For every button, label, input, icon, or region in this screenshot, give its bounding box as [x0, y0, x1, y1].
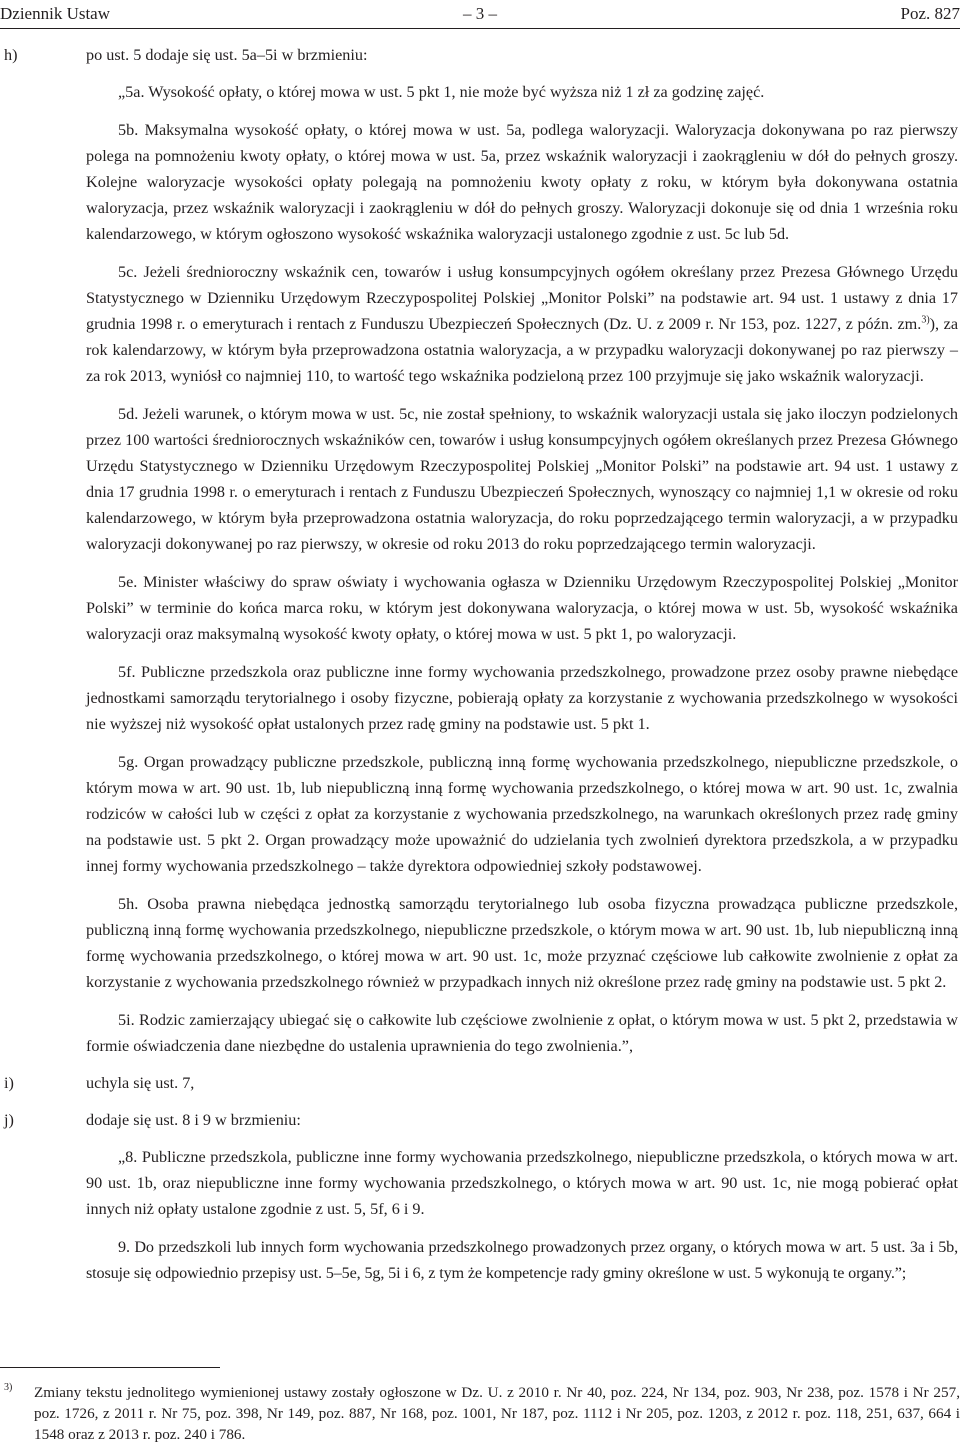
- list-item-h: [0, 42, 960, 68]
- item-marker: h): [4, 46, 18, 64]
- paragraph-9: 9. Do przedszkoli lub innych form wychowania przedszkolnego prowadzonych przez organy, o których mowa w art. 5 ust. 3a i 5b, stosuje się odpowiednio przepisy ust. 5–5e, 5g, 5i i 6, z tym że kompetencje rady gminy określone w ust. 5 wykonują te organy.”;: [86, 1238, 958, 1282]
- header-divider: [0, 28, 960, 29]
- paragraph-5b: 5b. Maksymalna wysokość opłaty, o której mowa w ust. 5a, podlega waloryzacji. Waloryzacja dokonywana po raz pierwszy polega na pomnożeniu kwoty opłaty, o której mowa w ust. 5a, przez wskaźnik waloryzacji i zaokrągleniu w dół do pełnych groszy. Kolejne waloryzacje wysokości opłaty polegają na pomnożeniu kwoty opłaty z roku, w którym była dokonywana ostatnia waloryzacja, przez wskaźnik waloryzacji i zaokrągleniu w dół do pełnych groszy. Waloryzacji dokonuje się od dnia 1 września roku kalendarzowego, w którym ogłoszono wysokość wskaźnika waloryzacji ustalonego zgodnie z ust. 5c lub 5d.: [86, 121, 958, 243]
- paragraph-5c: [86, 259, 958, 389]
- paragraph-5g: 5g. Organ prowadzący publiczne przedszkole, publiczną inną formę wychowania przedszkolnego, niepubliczne przedszkole, o którym mowa w art. 90 ust. 1b, lub niepubliczną inną formę wychowania przedszkolnego, o której mowa w art. 90 ust. 1c, zwalnia rodziców w całości lub w części z opłat za korzystanie z wychowania przedszkolnego, na warunkach określonych przez radę gminy na podstawie ust. 5 pkt 2. Organ prowadzący może upoważnić do udzielania tych zwolnień dyrektora przedszkola, a w przypadku innej formy wychowania przedszkolnego – także dyrektora odpowiedniej szkoły podstawowej.: [86, 753, 958, 875]
- paragraph-5h: 5h. Osoba prawna niebędąca jednostką samorządu terytorialnego lub osoba fizyczna prowadząca publiczne przedszkole, publiczną inną formę wychowania przedszkolnego, niepubliczne przedszkole, o którym mowa w art. 90 ust. 1b, lub niepubliczną inną formę wychowania przedszkolnego, o której mowa w art. 90 ust. 1c, może przyznać częściowe lub całkowite zwolnienie z opłat za korzystanie z wychowania przedszkolnego również w przypadkach innych niż określone przez radę gminy na podstawie ust. 5 pkt 2.: [86, 895, 958, 991]
- paragraph-8: „8. Publiczne przedszkola, publiczne inne formy wychowania przedszkolnego, niepubliczne przedszkola, o których mowa w art. 90 ust. 1b, oraz niepubliczne inne formy wychowania przedszkolnego, o których mowa w art. 90 ust. 1c, nie mogą pobierać opłat innych niż opłaty ustalone zgodnie z ust. 5, 5f, 6 i 9.: [86, 1148, 958, 1218]
- document-body: [0, 42, 960, 1286]
- footnote: [0, 1382, 960, 1445]
- paragraph-5e: 5e. Minister właściwy do spraw oświaty i wychowania ogłasza w Dzienniku Urzędowym Rzeczypospolitej Polskiej „Monitor Polski” w terminie do końca marca roku, w którym jest dokonywana waloryzacja, o której mowa w ust. 5b, wysokość wskaźnika waloryzacji oraz maksymalną wysokość kwoty opłaty, o której mowa w ust. 5 pkt 1, po waloryzacji.: [86, 573, 958, 643]
- footnote-reference: 3): [921, 314, 930, 326]
- paragraph-5a: „5a. Wysokość opłaty, o której mowa w ust. 5 pkt 1, nie może być wyższa niż 1 zł za godzinę zajęć.: [118, 83, 765, 101]
- item-text: uchyla się ust. 7,: [86, 1074, 195, 1092]
- paragraph-5i: 5i. Rodzic zamierzający ubiegać się o całkowite lub częściowe zwolnienie z opłat, o którym mowa w ust. 5 pkt 2, przedstawia w formie oświadczenia dane niezbędne do ustalenia uprawnienia do tego zwolnienia.”,: [86, 1011, 958, 1055]
- footnote-text: Zmiany tekstu jednolitego wymienionej ustawy zostały ogłoszone w Dz. U. z 2010 r. Nr 40, poz. 224, Nr 134, poz. 903, Nr 238, poz. 1578 i Nr 257, poz. 1726, z 2011 r. Nr 75, poz. 398, Nr 149, poz. 887, Nr 168, poz. 1001, Nr 187, poz. 1112 i Nr 205, poz. 1203, z 2012 r. poz. 118, 251, 637, 664 i 1548 oraz z 2013 r. poz. 240 i 786.: [34, 1384, 960, 1443]
- paragraph-5d: 5d. Jeżeli warunek, o którym mowa w ust. 5c, nie został spełniony, to wskaźnik waloryzacji ustala się jako iloczyn podzielonych przez 100 wartości średniorocznych wskaźników cen, towarów i usług konsumpcyjnych ogółem określanych przez Prezesa Głównego Urzędu Statystycznego w Dzienniku Urzędowym Rzeczypospolitej Polskiej „Monitor Polski” na podstawie art. 94 ust. 1 ustawy z dnia 17 grudnia 1998 r. o emeryturach i rentach z Funduszu Ubezpieczeń Społecznych, wynoszący co najmniej 1,1 w okresie od roku kalendarzowego, w którym była przeprowadzona ostatnia waloryzacja, do roku poprzedzającego termin waloryzacji, a w przypadku waloryzacji dokonywanej po raz pierwszy, w okresie od roku 2013 do roku poprzedzającego termin waloryzacji.: [86, 405, 958, 553]
- journal-title: Dziennik Ustaw: [0, 4, 111, 23]
- quoted-provisions-8-9: [0, 1144, 960, 1286]
- paragraph-5c-part2: ), za rok kalendarzowy, w którym była przeprowadzona ostatnia waloryzacja, a w przypadku waloryzacji dokonywanej po raz pierwszy – za rok 2013, wyniósł co najmniej 110, to wartość tego wskaźnika podzieloną przez 100 przyjmuje się jako wskaźnik waloryzacji.: [86, 315, 959, 385]
- item-marker: i): [4, 1074, 14, 1092]
- quoted-provisions-5a-5i: [0, 79, 960, 1059]
- list-item-j: [0, 1107, 960, 1133]
- page-number: – 3 –: [463, 4, 497, 23]
- footnote-marker: 3): [4, 1382, 13, 1393]
- list-item-i: [0, 1070, 960, 1096]
- footnote-divider: [0, 1367, 220, 1368]
- item-text: po ust. 5 dodaje się ust. 5a–5i w brzmieniu:: [86, 46, 368, 64]
- page-header: [0, 0, 960, 28]
- item-marker: j): [4, 1111, 14, 1129]
- paragraph-5f: 5f. Publiczne przedszkola oraz publiczne inne formy wychowania przedszkolnego, prowadzone przez osoby prawne niebędące jednostkami samorządu terytorialnego i osoby fizyczne, pobierają opłaty za korzystanie z wychowania przedszkolnego w wysokości nie wyższej niż wysokość opłat ustalonych przez radę gminy na podstawie ust. 5 pkt 1.: [86, 663, 958, 733]
- position-number: Poz. 827: [900, 4, 960, 23]
- item-text: dodaje się ust. 8 i 9 w brzmieniu:: [86, 1111, 301, 1129]
- paragraph-5c-part1: 5c. Jeżeli średnioroczny wskaźnik cen, towarów i usług konsumpcyjnych ogółem określany przez Prezesa Głównego Urzędu Statystycznego w Dzienniku Urzędowym Rzeczypospolitej Polskiej „Monitor Polski” na podstawie art. 94 ust. 1 ustawy z dnia 17 grudnia 1998 r. o emeryturach i rentach z Funduszu Ubezpieczeń Społecznych (Dz. U. z 2009 r. Nr 153, poz. 1227, z późn. zm.: [86, 263, 958, 333]
